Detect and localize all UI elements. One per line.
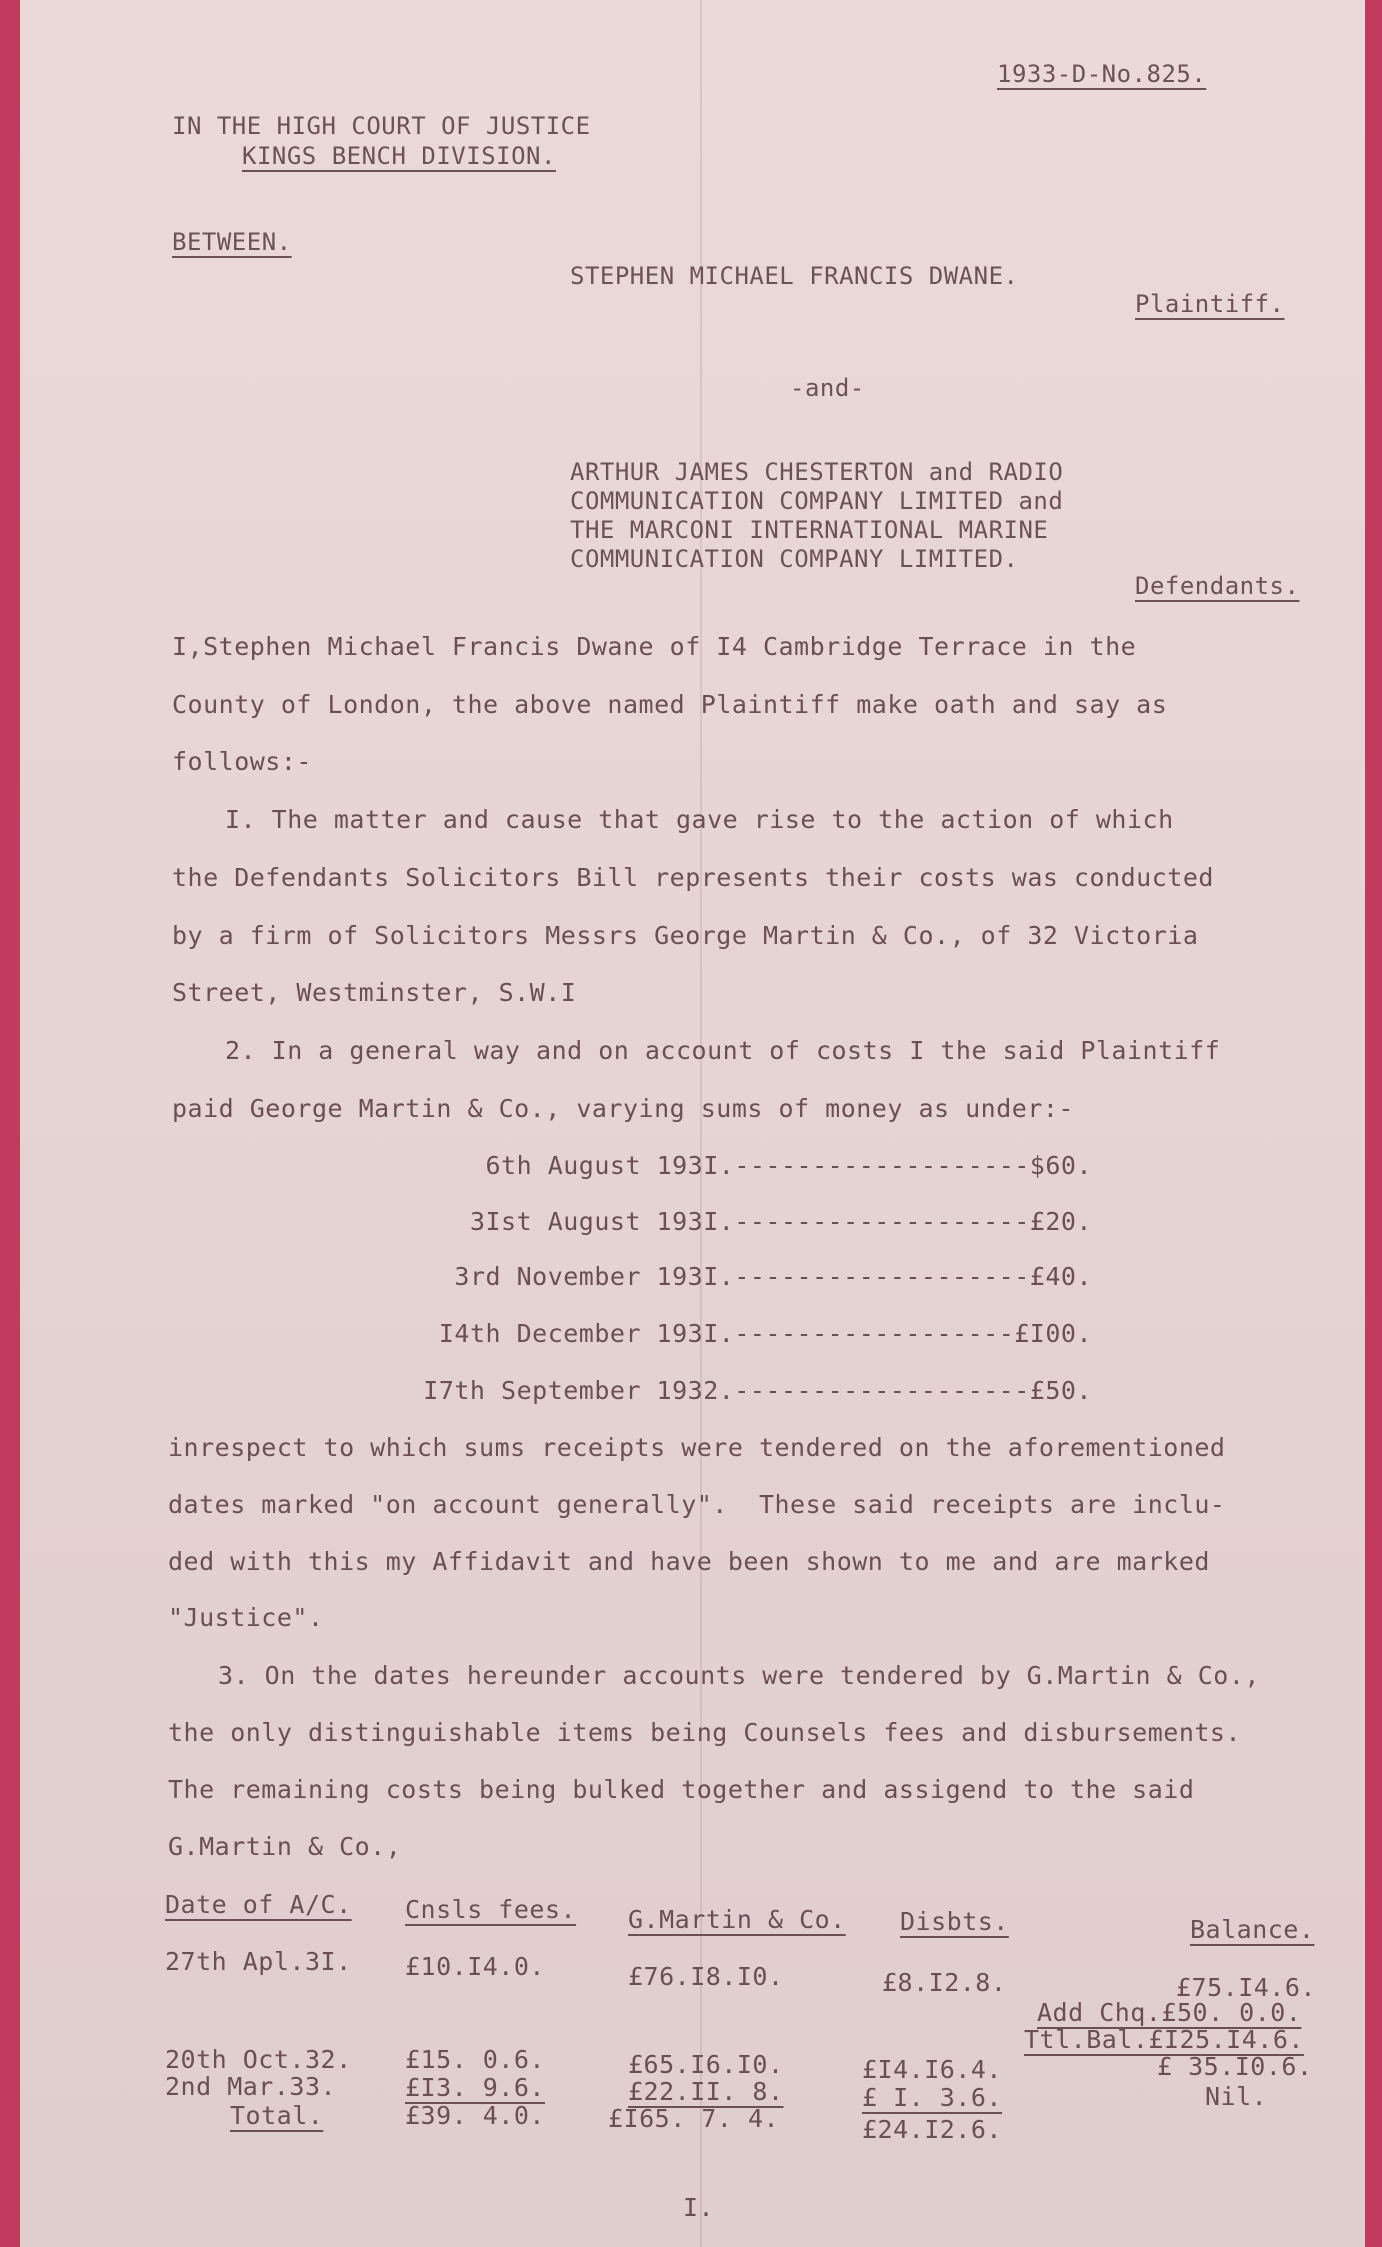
table-header-counsel-fees: Cnsls fees. bbox=[405, 1895, 577, 1924]
table-cell: £ I. 3.6. bbox=[862, 2083, 1002, 2112]
case-reference: 1933-D-No.825. bbox=[997, 60, 1207, 88]
intro-line: County of London, the above named Plaintiff make oath and say as bbox=[172, 690, 1168, 719]
para2-line: paid George Martin & Co., varying sums of money as under:- bbox=[172, 1094, 1074, 1123]
para3-line: G.Martin & Co., bbox=[168, 1832, 402, 1861]
table-cell: 27th Apl.3I. bbox=[165, 1947, 352, 1976]
receipts-line: inrespect to which sums receipts were tendered on the aforementioned bbox=[168, 1433, 1226, 1462]
table-cell: £22.II. 8. bbox=[628, 2077, 784, 2106]
table-header-martin: G.Martin & Co. bbox=[628, 1905, 846, 1934]
add-cheque: Add Chq.£50. 0.0. bbox=[1037, 1998, 1302, 2027]
table-cell: £15. 0.6. bbox=[405, 2045, 545, 2074]
intro-line: follows:- bbox=[172, 747, 312, 776]
para2-line: 2. In a general way and on account of costs I the said Plaintiff bbox=[225, 1036, 1221, 1065]
table-total: £24.I2.6. bbox=[862, 2115, 1002, 2144]
table-cell: £I3. 9.6. bbox=[405, 2073, 545, 2102]
table-cell: £ 35.I0.6. bbox=[1157, 2052, 1313, 2081]
para1-line: by a firm of Solicitors Messrs George Martin & Co., of 32 Victoria bbox=[172, 921, 1199, 950]
para3-line: The remaining costs being bulked together and assigend to the said bbox=[168, 1775, 1195, 1804]
receipts-line: "Justice". bbox=[168, 1603, 324, 1632]
table-total: £39. 4.0. bbox=[405, 2101, 545, 2130]
between-label: BETWEEN. bbox=[172, 228, 292, 256]
para1-line: I. The matter and cause that gave rise to the action of which bbox=[225, 805, 1174, 834]
payment-line: I4th December 193I.------------------£I00. bbox=[438, 1319, 1092, 1348]
payment-line: 3Ist August 193I.-------------------£20. bbox=[469, 1207, 1092, 1236]
plaintiff-label: Plaintiff. bbox=[1135, 290, 1285, 318]
payment-line: 3rd November 193I.-------------------£40. bbox=[454, 1262, 1092, 1291]
table-total-label: Total. bbox=[230, 2101, 324, 2130]
defendant-line: ARTHUR JAMES CHESTERTON and RADIO bbox=[570, 458, 1064, 486]
defendant-line: THE MARCONI INTERNATIONAL MARINE bbox=[570, 516, 1049, 544]
court-division: KINGS BENCH DIVISION. bbox=[242, 142, 556, 170]
intro-line: I,Stephen Michael Francis Dwane of I4 Cambridge Terrace in the bbox=[172, 632, 1137, 661]
para1-line: Street, Westminster, S.W.I bbox=[172, 978, 577, 1007]
para3-line: the only distinguishable items being Counsels fees and disbursements. bbox=[168, 1718, 1242, 1747]
table-header-disbursements: Disbts. bbox=[900, 1907, 1009, 1936]
defendants-label: Defendants. bbox=[1135, 572, 1300, 600]
table-cell: £76.I8.I0. bbox=[628, 1962, 784, 1991]
defendant-line: COMMUNICATION COMPANY LIMITED. bbox=[570, 545, 1019, 573]
table-cell: £65.I6.I0. bbox=[628, 2050, 784, 2079]
table-header-balance: Balance. bbox=[1190, 1915, 1315, 1944]
receipts-line: ded with this my Affidavit and have been shown to me and are marked bbox=[168, 1547, 1210, 1576]
payment-line: I7th September 1932.-------------------£50. bbox=[423, 1376, 1092, 1405]
plaintiff-name: STEPHEN MICHAEL FRANCIS DWANE. bbox=[570, 262, 1019, 290]
table-total: £I65. 7. 4. bbox=[608, 2104, 780, 2133]
and-separator: -and- bbox=[790, 374, 865, 402]
page-number: I. bbox=[683, 2193, 715, 2222]
defendant-line: COMMUNICATION COMPANY LIMITED and bbox=[570, 487, 1064, 515]
total-balance: Ttl.Bal.£I25.I4.6. bbox=[1024, 2025, 1304, 2054]
payment-line: 6th August 193I.-------------------$60. bbox=[485, 1151, 1092, 1180]
table-cell: 20th Oct.32. bbox=[165, 2045, 352, 2074]
receipts-line: dates marked "on account generally". These said receipts are inclu- bbox=[168, 1490, 1226, 1519]
table-cell: £10.I4.0. bbox=[405, 1952, 545, 1981]
table-cell: £75.I4.6. bbox=[1176, 1973, 1316, 2002]
table-cell: £8.I2.8. bbox=[882, 1968, 1007, 1997]
table-header-date: Date of A/C. bbox=[165, 1890, 352, 1919]
table-cell: 2nd Mar.33. bbox=[165, 2072, 337, 2101]
para1-line: the Defendants Solicitors Bill represents their costs was conducted bbox=[172, 863, 1214, 892]
court-name: IN THE HIGH COURT OF JUSTICE bbox=[172, 112, 591, 140]
table-cell: £I4.I6.4. bbox=[862, 2055, 1002, 2084]
table-cell: Nil. bbox=[1205, 2082, 1268, 2111]
para3-line: 3. On the dates hereunder accounts were tendered by G.Martin & Co., bbox=[218, 1661, 1260, 1690]
